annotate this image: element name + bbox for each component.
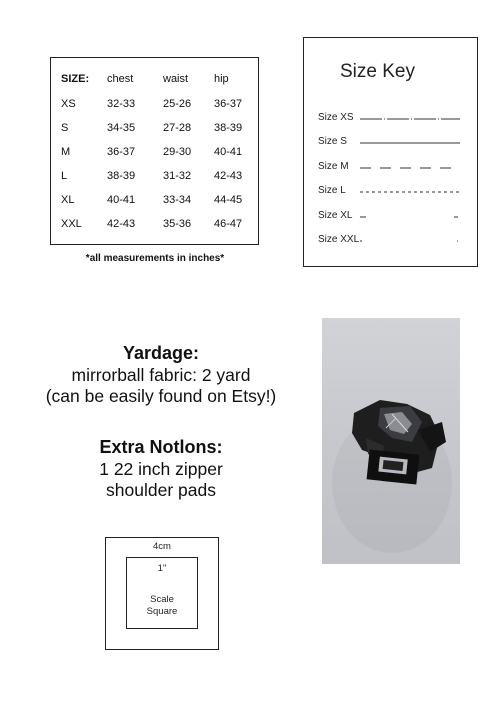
scale-square-inner xyxy=(126,557,198,629)
size-xl-line xyxy=(360,214,460,220)
row-chest: 38-39 xyxy=(107,170,136,182)
notions-line: 1 22 inch zipper xyxy=(99,459,223,479)
header-waist: waist xyxy=(163,73,189,85)
row-waist: 27-28 xyxy=(163,122,192,134)
row-chest: 36-37 xyxy=(107,146,136,158)
row-size: XS xyxy=(61,98,76,110)
scale-caption: Square xyxy=(146,606,178,617)
size-s-line xyxy=(360,140,460,146)
row-hip: 42-43 xyxy=(214,170,243,182)
size-key-label: Size M xyxy=(318,161,349,172)
row-size: L xyxy=(61,170,68,182)
notions-heading: Extra Notlons: xyxy=(99,437,223,457)
mirrorball-fabric-image xyxy=(322,318,460,564)
size-key-label: Size XL xyxy=(318,210,353,221)
size-m-line xyxy=(360,165,460,171)
notions-line: shoulder pads xyxy=(106,480,216,500)
notions-section xyxy=(0,437,322,501)
row-chest: 42-43 xyxy=(107,218,136,230)
size-l-line xyxy=(360,189,460,195)
size-key-label: Size S xyxy=(318,136,347,147)
header-chest: chest xyxy=(107,73,134,85)
size-xs-line xyxy=(360,116,460,122)
row-hip: 38-39 xyxy=(214,122,243,134)
row-waist: 35-36 xyxy=(163,218,192,230)
scale-inner-label: 1" xyxy=(157,563,167,574)
row-hip: 36-37 xyxy=(214,98,243,110)
yardage-heading: Yardage: xyxy=(122,343,200,363)
row-waist: 33-34 xyxy=(163,194,192,206)
size-xxl-line xyxy=(360,238,460,244)
header-hip: hip xyxy=(214,73,229,85)
scale-caption: Scale xyxy=(150,594,174,605)
row-chest: 40-41 xyxy=(107,194,136,206)
row-waist: 29-30 xyxy=(163,146,192,158)
yardage-line: (can be easily found on Etsy!) xyxy=(45,386,277,406)
row-size: XL xyxy=(61,194,75,206)
size-key-label: Size XXL xyxy=(318,234,360,245)
row-hip: 44-45 xyxy=(214,194,243,206)
scale-square-outer xyxy=(105,537,219,650)
fabric-photo xyxy=(322,318,460,564)
row-size: S xyxy=(61,122,69,134)
row-waist: 31-32 xyxy=(163,170,192,182)
yardage-line: mirrorball fabric: 2 yard xyxy=(71,365,251,385)
size-key-label: Size XS xyxy=(318,112,354,123)
row-hip: 46-47 xyxy=(214,218,243,230)
row-size: XXL xyxy=(61,218,82,230)
size-key-title: Size Key xyxy=(340,61,415,82)
row-size: M xyxy=(61,146,71,158)
yardage-section xyxy=(0,343,322,407)
size-table xyxy=(50,57,259,245)
row-waist: 25-26 xyxy=(163,98,192,110)
row-hip: 40-41 xyxy=(214,146,243,158)
header-size: SIZE: xyxy=(61,73,90,85)
size-key xyxy=(303,37,478,267)
measurement-footnote: *all measurements in inches* xyxy=(85,253,225,264)
scale-outer-label: 4cm xyxy=(153,541,171,552)
row-chest: 32-33 xyxy=(107,98,136,110)
row-chest: 34-35 xyxy=(107,122,136,134)
size-key-label: Size L xyxy=(318,185,346,196)
